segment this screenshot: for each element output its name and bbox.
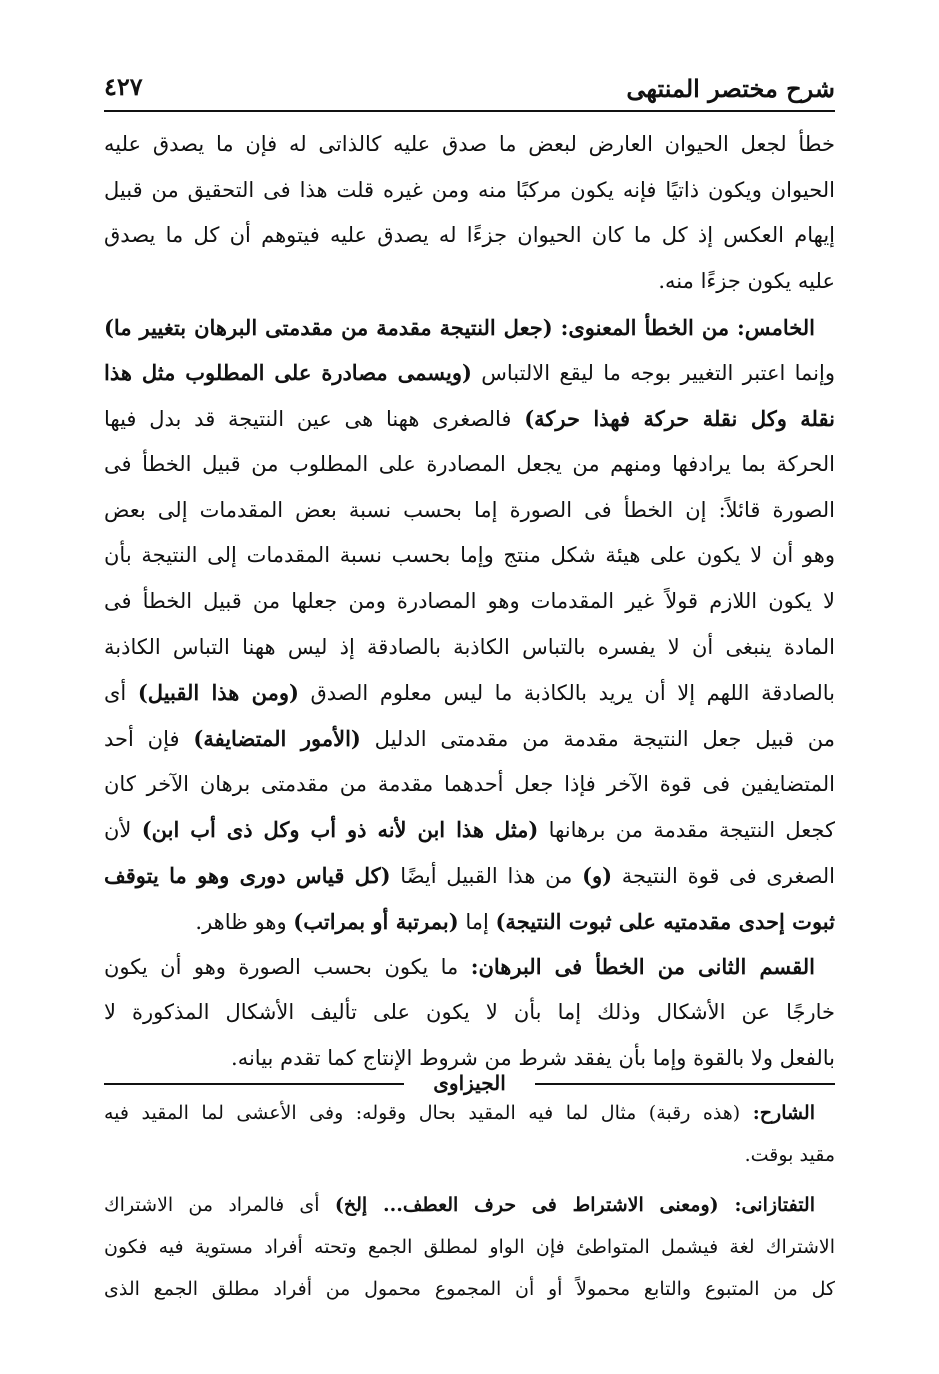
text-line (104, 670, 835, 716)
matn-quote: ثبوت إحدى مقدمتيه على ثبوت النتيجة) (495, 908, 835, 934)
footnote-line: الاشتراك لغة فيشمل المتواطئ فإن الواو لمطلق الجمع وتحته أفراد مستوية فيه فكون (104, 1236, 835, 1258)
commentary-text: الصغرى فى قوة النتيجة (612, 864, 835, 888)
text-line (104, 305, 835, 351)
commentary-text: فالصغرى ههنا هى عين النتيجة قد بدل فيها (104, 407, 525, 432)
commentary-text: فإن أحد (104, 726, 194, 751)
footnote-line (104, 1184, 835, 1226)
text-line: خطأ لجعل الحيوان العارض لبعض ما صدق عليه كالذاتى له فإن ما يصدق عليه (104, 132, 835, 156)
commentary-text: ما يكون بحسب الصورة وهو أن يكون (104, 955, 471, 980)
main-text (104, 122, 835, 1081)
text-line (104, 944, 835, 990)
commentary-text: كجعل النتيجة مقدمة من برهانها (538, 818, 835, 843)
text-line: إيهام العكس إذ كل ما كان الحيوان جزءًا له يصدق عليه فيتوهم أن كل ما يصدق (104, 223, 835, 248)
footnote-text: (هذه رقبة) مثال لما فيه المقيد بحال وقوله: وفى الأعشى لما المقيد فيه (104, 1102, 753, 1124)
text-line (104, 899, 835, 945)
matn-quote: (ويسمى مصادرة على المطلوب مثل هذا (104, 360, 472, 386)
text-line: الحركة بما يرادفها ومنهم من يجعل المصادرة على المطلوب من قبيل الخطأ فى (104, 451, 835, 476)
matn-quote: (بمرتبة أو بمراتب) (293, 908, 459, 934)
matn-quote: (جعل النتيجة مقدمة من مقدمتى البرهان بتغيير ما) (104, 314, 553, 340)
text-line (104, 853, 835, 899)
matn-quote: نقلة وكل نقلة حركة فهذا حركة) (524, 406, 835, 432)
footnote-line (104, 1092, 835, 1134)
text-line (104, 396, 835, 442)
commentary-text: وهو ظاهر. (195, 909, 294, 934)
text-line: عليه يكون جزءًا منه. (658, 269, 835, 294)
text-line: الحيوان ويكون ذاتيًا فإنه يكون مركبًا منه ومن غيره قلت هذا فى التحقيق من قبيل (104, 177, 835, 202)
section-heading: الخامس: من الخطأ المعنوى: (552, 314, 816, 340)
text-line: خارجًا عن الأشكال وذلك إما بأن لا يكون على تأليف الأشكال المذكورة لا (104, 1000, 835, 1025)
page-number: ٤٢٧ (104, 72, 143, 101)
footnote-text: أى فالمراد من الاشتراك (104, 1194, 335, 1216)
text-line: المتضايفين فى قوة الآخر فإذا جعل أحدهما مقدمة من مقدمتى برهان الآخر كان (104, 771, 835, 796)
commentary-text: إما (458, 909, 496, 934)
matn-quote: (ومعنى الاشتراط فى حرف العطف... إلخ) (334, 1194, 719, 1216)
text-line (104, 716, 835, 762)
text-line (104, 350, 835, 396)
text-line: وهو أن لا يكون على هيئة شكل منتج وإما بحسب نسبة المقدمات إلى النتيجة بأن (104, 543, 835, 568)
divider-rule (104, 1083, 404, 1085)
commentary-text: وإنما اعتبر التغيير بوجه ما ليقع الالتباس (471, 361, 835, 386)
commentary-text: بالصادقة اللهم إلا أن يريد بالكاذبة ما ليس معلوم الصدق (298, 681, 835, 706)
text-line: بالفعل ولا بالقوة وإما بأن يفقد شرط من شروط الإنتاج كما تقدم بيانه. (231, 1045, 835, 1070)
text-line: المادة ينبغى أن لا يفسره بالتباس الكاذبة بالصادقة إذ ليس ههنا التباس الكاذبة (104, 634, 835, 659)
commentary-text: من قبيل جعل النتيجة مقدمة من مقدمتى الدليل (360, 726, 835, 751)
text-line: الصورة قائلاً: إن الخطأ فى الصورة إما بحسب نسبة بعض المقدمات إلى بعض (104, 497, 835, 522)
text-line (104, 807, 835, 853)
commentary-text: من هذا القبيل أيضًا (390, 864, 583, 888)
divider-rule (535, 1083, 835, 1085)
matn-quote: (و) (582, 863, 613, 888)
text-line: لا يكون اللازم قولاً غير المقدمات وهو المصادرة ومن جعلها من قبيل الخطأ فى (104, 588, 835, 613)
divider-label: الجيزاوى (433, 1071, 506, 1095)
footnote-author: الشارح: (752, 1102, 815, 1124)
section-heading: القسم الثانى من الخطأ فى البرهان: (470, 954, 816, 980)
matn-quote: (الأمور المتضايفة) (193, 725, 361, 751)
matn-quote: (ومن هذا القبيل) (137, 680, 299, 706)
matn-quote: (كل قياس دورى وهو ما يتوقف (104, 863, 391, 888)
running-title: شرح مختصر المنتهى (626, 74, 835, 103)
commentary-text: أى (104, 681, 138, 706)
footnote-author: التفتازانى: (718, 1194, 815, 1216)
matn-quote: (مثل هذا ابن لأنه ذو أب وكل ذى أب ابن) (141, 817, 539, 843)
page-header (104, 66, 835, 112)
footnote-line: مقيد بوقت. (744, 1144, 835, 1166)
commentary-text: لأن (104, 818, 142, 843)
footnotes (104, 1092, 835, 1310)
footnote-line: كل من المتبوع والتابع محمولاً أو أن المجموع محمول من أفراد مطلق الجمع الذى (104, 1278, 835, 1300)
